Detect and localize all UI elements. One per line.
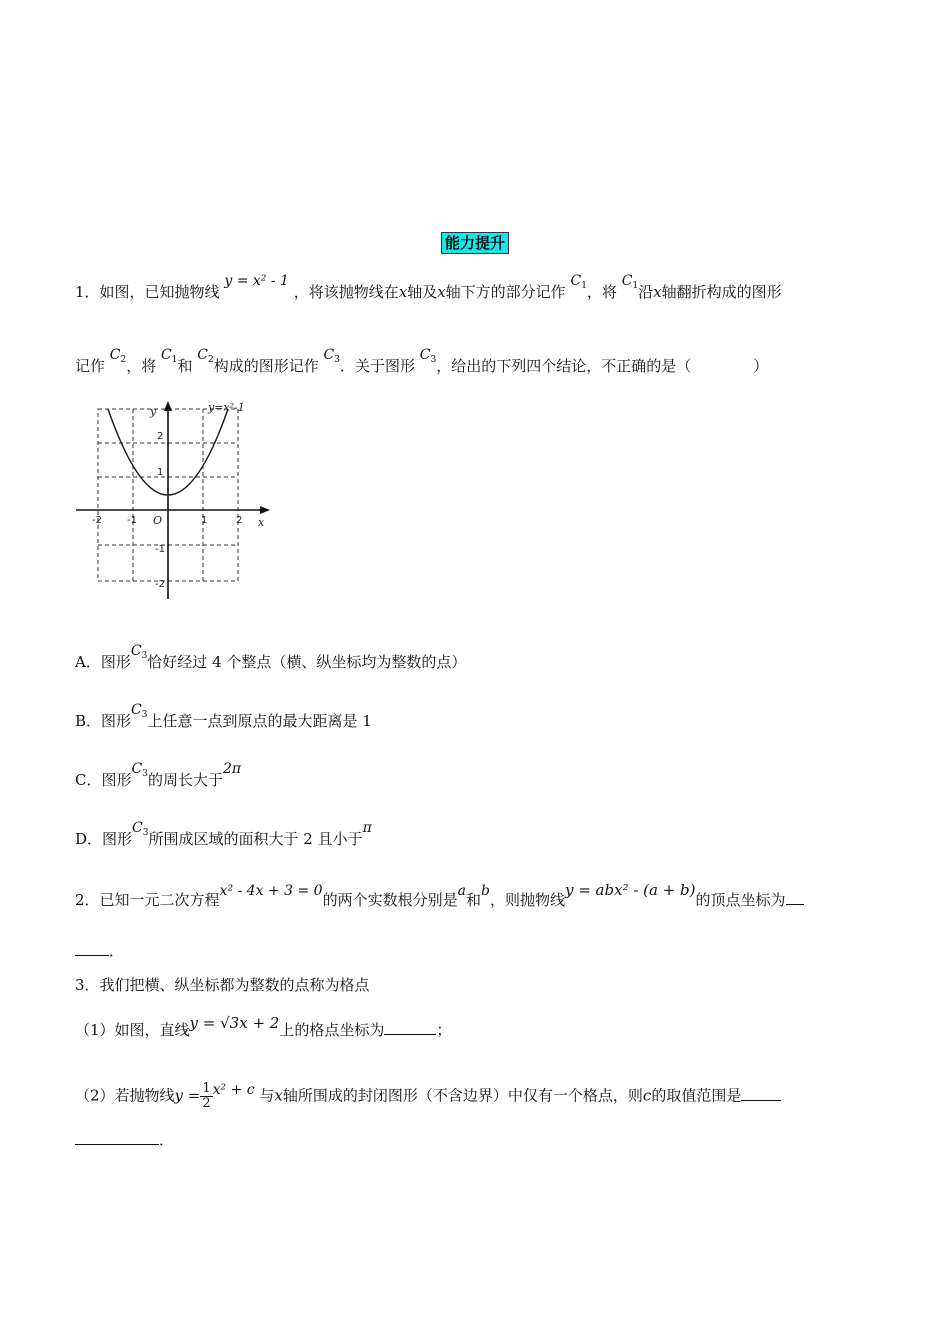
c3-symbol: $C_3$ xyxy=(130,643,148,661)
q2-line1: 2．已知一元二次方程x² - 4x + 3 = 0的两个实数根分别是a和b，则抛物线y = abx² - (a + b)的顶点坐标为 xyxy=(75,889,804,910)
q3-parabola-y: y = xyxy=(174,1086,201,1105)
y-axis-arrow xyxy=(164,401,172,411)
answer-blank[interactable] xyxy=(384,1034,436,1035)
answer-blank[interactable] xyxy=(741,1100,781,1101)
math-2pi: 2π xyxy=(222,761,242,777)
option-a: A．图形$C_3$恰好经过 4 个整点（横、纵坐标均为整数的点） xyxy=(75,643,467,671)
c2-symbol: $C_2$ xyxy=(197,347,214,365)
c3-symbol: $C_3$ xyxy=(131,702,148,720)
tick-y-2: 2 xyxy=(157,431,164,442)
curve-label: y=x²-1 xyxy=(208,401,245,414)
c3-symbol: $C_3$ xyxy=(323,347,340,365)
origin-label: O xyxy=(153,514,163,527)
q3-part2: （2）若抛物线y = $\frac{1}{2}x^2 + c$ 与x轴所围成的封闭图形（不含边界）中仅有一个格点，则c的取值范围是 xyxy=(75,1082,781,1111)
c3-symbol: $C_3$ xyxy=(132,820,149,838)
q3-intro: 3．我们把横、纵坐标都为整数的点称为格点 xyxy=(75,976,370,994)
tick-y-neg2: -2 xyxy=(155,579,165,590)
tick-x-neg1: -1 xyxy=(127,515,137,526)
section-title: 能力提升 xyxy=(0,232,950,253)
c3-symbol: $C_3$ xyxy=(131,761,148,779)
c1-symbol: $C_1$ xyxy=(161,347,178,365)
answer-blank[interactable] xyxy=(75,1144,159,1145)
c1-symbol: $C_1$ xyxy=(570,273,587,291)
c3-symbol: $C_3$ xyxy=(419,347,437,365)
q3-part1: （1）如图，直线y = √3x + 2上的格点坐标为 ； xyxy=(75,1014,452,1039)
fraction-half: $\frac{1}{2}$ xyxy=(202,1081,211,1111)
q3-part2-line2: ． xyxy=(75,1129,174,1150)
q1-text: 1．如图，已知抛物线 xyxy=(75,283,220,301)
c1-symbol: $C_1$ xyxy=(621,273,639,291)
x-axis-arrow xyxy=(260,506,270,514)
q2-parabola-equation: y = abx² - (a + b) xyxy=(564,881,696,899)
q1-line1: 1．如图，已知抛物线 y = x² - 1 ，将该抛物线在x轴及x轴下方的部分记作 $C_1$，将 $C_1$沿x轴翻折构成的图形 xyxy=(75,273,782,301)
tick-y-neg1: -1 xyxy=(155,544,165,555)
math-pi: π xyxy=(362,820,372,836)
option-d: D．图形$C_3$所围成区域的面积大于 2 且小于π xyxy=(75,820,372,848)
option-b: B．图形$C_3$上任意一点到原点的最大距离是 1 xyxy=(75,702,372,730)
q3-line-equation: y = √3x + 2 xyxy=(189,1014,280,1032)
q2-equation: x² - 4x + 3 = 0 xyxy=(219,883,323,899)
q3-parabola-rest: x² + c xyxy=(212,1081,255,1098)
option-c: C．图形$C_3$的周长大于2π xyxy=(75,761,242,789)
c2-symbol: $C_2$ xyxy=(109,347,127,365)
y-axis-label: y xyxy=(150,405,157,418)
q1-line2: 记作 $C_2$，将 $C_1$和 $C_2$构成的图形记作 $C_3$．关于图形 $C_3$，给出的下列四个结论，不正确的是（ ） xyxy=(75,347,769,375)
tick-x-neg2: -2 xyxy=(92,515,102,526)
x-axis-label: x xyxy=(258,516,265,529)
tick-y-1: 1 xyxy=(157,467,164,478)
tick-x-2: 2 xyxy=(236,515,243,526)
root-b: b xyxy=(480,883,490,899)
answer-blank[interactable] xyxy=(75,955,109,956)
parabola-figure xyxy=(70,395,280,605)
q1-equation: y = x² - 1 xyxy=(224,273,289,289)
root-a: a xyxy=(457,883,466,899)
tick-x-1: 1 xyxy=(201,515,208,526)
answer-blank[interactable] xyxy=(786,904,804,905)
q2-line2: ． xyxy=(75,940,124,961)
